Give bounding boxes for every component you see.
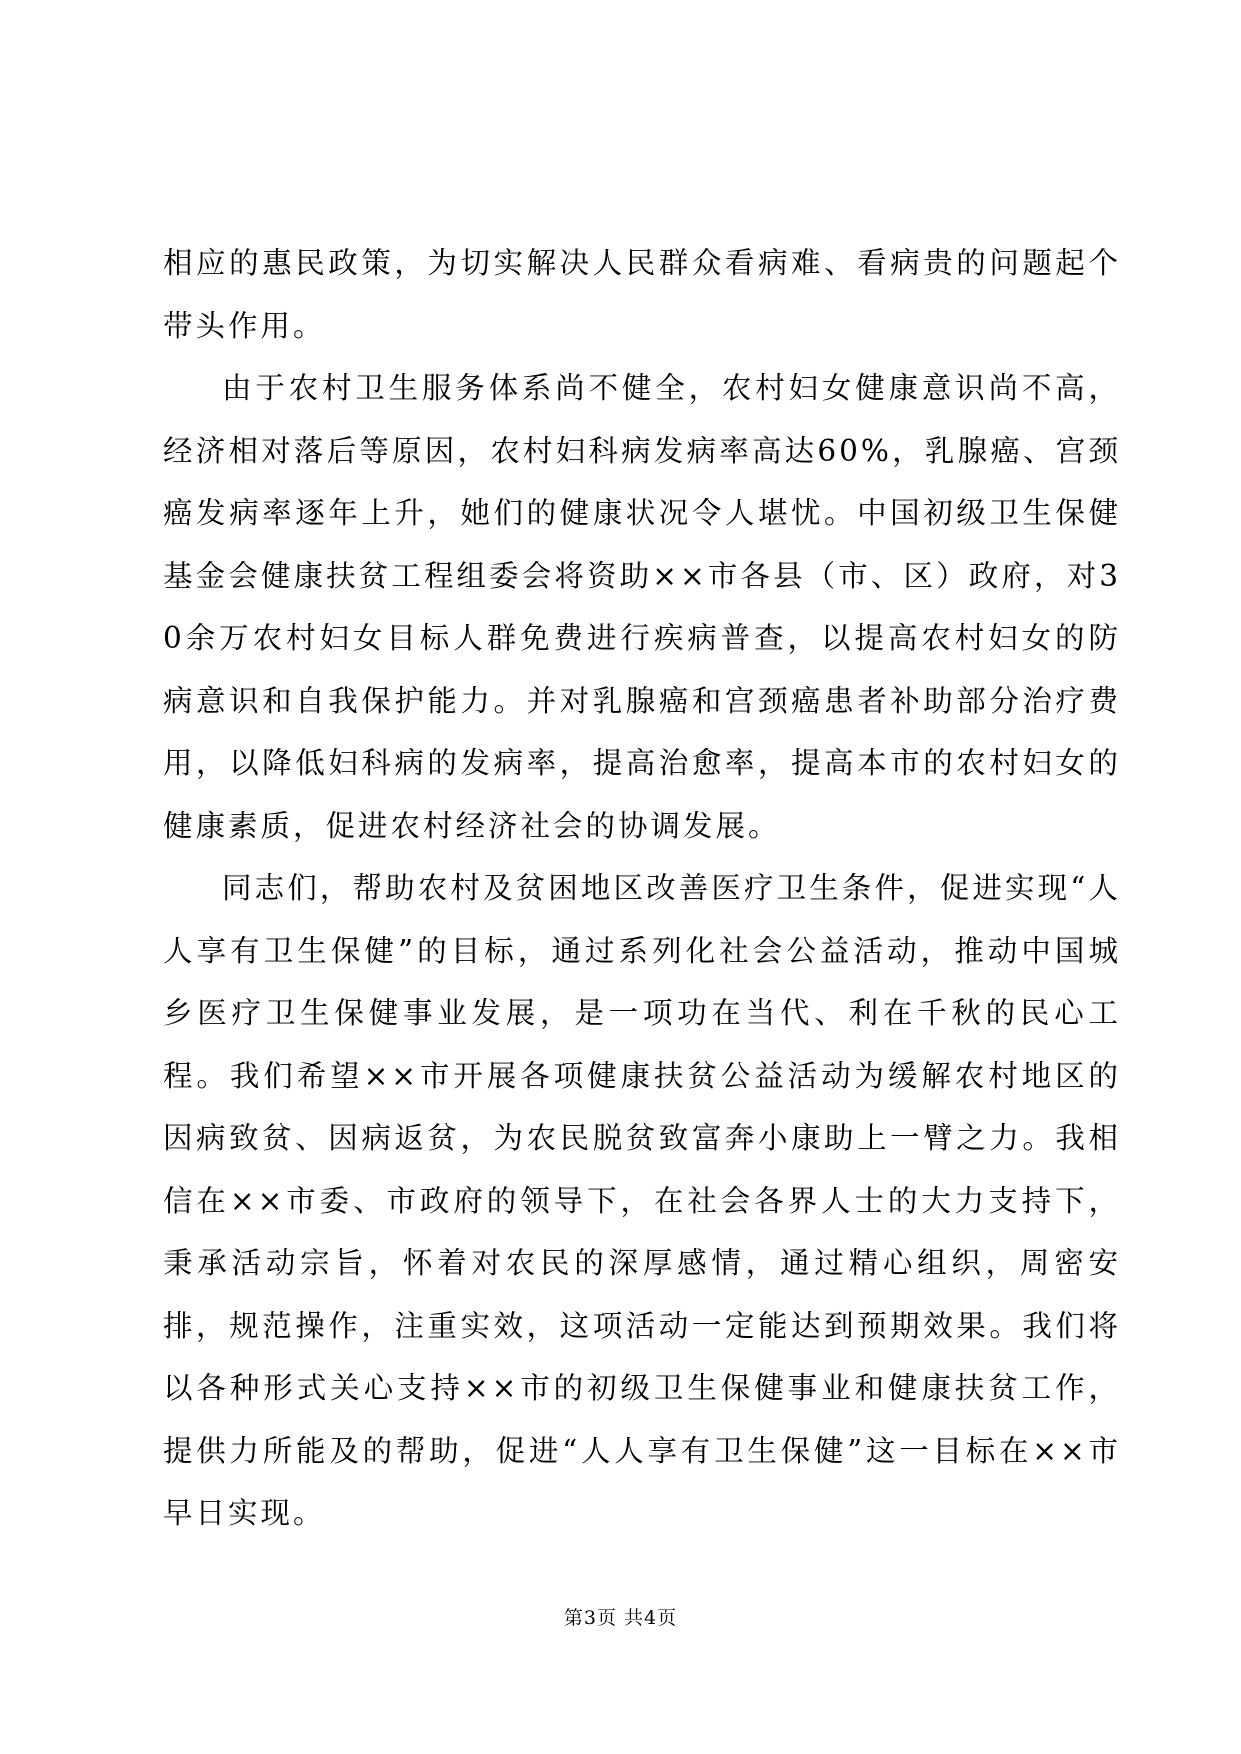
document-body: [163, 232, 1121, 1545]
paragraph-2: 由于农村卫生服务体系尚不健全，农村妇女健康意识尚不高，经济相对落后等原因，农村妇科病发病率高达60%，乳腺癌、宫颈癌发病率逐年上升，她们的健康状况令人堪忧。中国初级卫生保健基金会健康扶贫工程组委会将资助××市各县（市、区）政府，对30余万农村妇女目标人群免费进行疾病普查，以提高农村妇女的防病意识和自我保护能力。并对乳腺癌和宫颈癌患者补助部分治疗费用，以降低妇科病的发病率，提高治愈率，提高本市的农村妇女的健康素质，促进农村经济社会的协调发展。: [163, 371, 1121, 843]
page-number-footer: 第3页 共4页: [563, 1607, 678, 1629]
paragraph-1: 相应的惠民政策，为切实解决人民群众看病难、看病贵的问题起个带头作用。: [163, 246, 1121, 343]
paragraph-3: 同志们，帮助农村及贫困地区改善医疗卫生条件，促进实现“人人享有卫生保健”的目标，通过系列化社会公益活动，推动中国城乡医疗卫生保健事业发展，是一项功在当代、利在千秋的民心工程。我们希望××市开展各项健康扶贫公益活动为缓解农村地区的因病致贫、因病返贫，为农民脱贫致富奔小康助上一臂之力。我相信在××市委、市政府的领导下，在社会各界人士的大力支持下，秉承活动宗旨，怀着对农民的深厚感情，通过精心组织，周密安排，规范操作，注重实效，这项活动一定能达到预期效果。我们将以各种形式关心支持××市的初级卫生保健事业和健康扶贫工作，提供力所能及的帮助，促进“人人享有卫生保健”这一目标在××市早日实现。: [163, 871, 1121, 1530]
